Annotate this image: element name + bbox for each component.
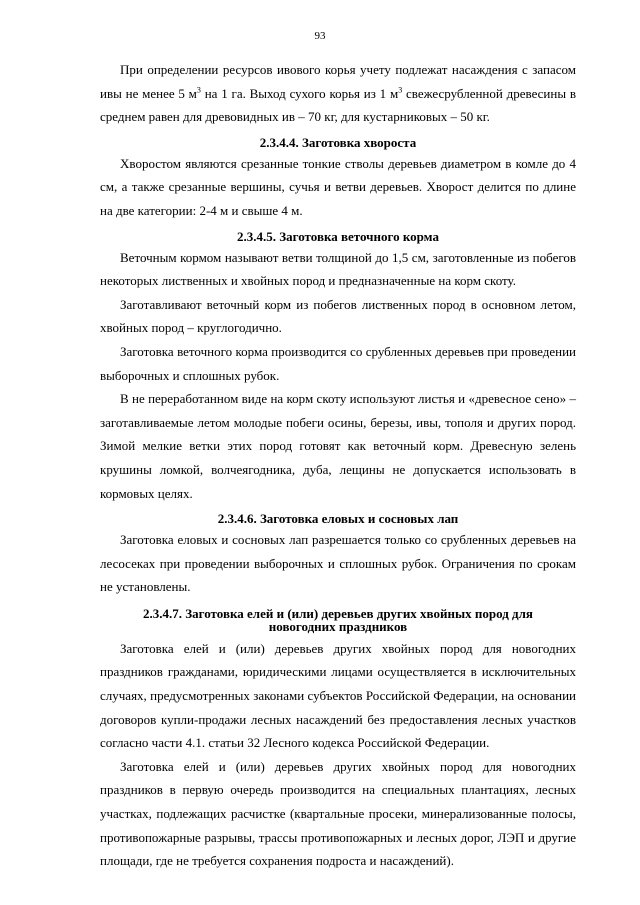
- text-span: При определении ресурсов ивового корья учету подлежат насаждения с запасом ивы не менее 5 м: [100, 62, 576, 101]
- section-heading-spruce-pine-branches: 2.3.4.6. Заготовка еловых и сосновых лап: [217, 511, 459, 527]
- section-heading-twig-fodder: 2.3.4.5. Заготовка веточного корма: [237, 228, 439, 244]
- paragraph-twig-fodder-source: Заготовка веточного корма производится со срубленных деревьев при проведении выборочных и сплошных рубок.: [100, 343, 576, 383]
- heading-line: новогодних праздников: [268, 618, 408, 634]
- superscript: 3: [398, 85, 403, 95]
- superscript: 3: [196, 85, 201, 95]
- paragraph-twig-fodder-season: Заготавливают веточный корм из побегов лиственных пород в основном летом, хвойных пород – круглогодично.: [100, 296, 576, 336]
- paragraph-willow-bark: [100, 58, 576, 129]
- text-span: свежесрубленной древесины в среднем равен для древовидных ив – 70 кг, для кустарниковых – 50 кг.: [100, 85, 577, 125]
- paragraph-twig-fodder-usage: В не переработанном виде на корм скоту используют листья и «древесное сено» – заготавливаемые летом молодые побеги осины, березы, ивы, тополя и других пород. Зимой мелкие ветки этих пород готовят как веточный корм. Древесную зелень крушины ломкой, волчеягодника, дуба, лещины не допускается использовать в кормовых целях.: [100, 391, 576, 501]
- paragraph-christmas-trees-sites: Заготовка елей и (или) деревьев других хвойных пород для новогодних праздников в первую очередь производится на специальных плантациях, лесных участках, подлежащих расчистке (квартальные просеки, минерализованные полосы, противопожарные разрывы, трассы противопожарных и лесных дорог, ЛЭП и другие площади, где не требуется сохранения подроста и насаждений).: [100, 758, 576, 869]
- page-number: 93: [314, 30, 326, 42]
- section-heading-brushwood: 2.3.4.4. Заготовка хвороста: [259, 134, 417, 150]
- heading-line: 2.3.4.7. Заготовка елей и (или) деревьев других хвойных пород для: [143, 605, 533, 621]
- paragraph-spruce-pine-branches: Заготовка еловых и сосновых лап разрешается только со срубленных деревьев на лесосеках при проведении выборочных и сплошных рубок. Ограничения по срокам не установлены.: [100, 532, 576, 595]
- paragraph-christmas-trees-legal: Заготовка елей и (или) деревьев других хвойных пород для новогодних праздников гражданами, юридическими лицами осуществляется в исключительных случаях, предусмотренных законами субъектов Российской Федерации, на основании договоров купли-продажи лесных насаждений без предоставления лесных участков согласно части 4.1. статьи 32 Лесного кодекса Российской Федерации.: [100, 640, 576, 751]
- paragraph-brushwood: Хворостом являются срезанные тонкие стволы деревьев диаметром в комле до 4 см, а также срезанные вершины, сучья и ветви деревьев. Хворост делится по длине на две категории: 2-4 м и свыше 4 м.: [100, 155, 576, 218]
- text-span: на 1 га. Выход сухого корья из 1 м: [200, 85, 399, 101]
- section-heading-christmas-trees: [100, 607, 576, 633]
- paragraph-twig-fodder-definition: Веточным кормом называют ветви толщиной до 1,5 см, заготовленные из побегов некоторых лиственных и хвойных пород и предназначенные на корм скоту.: [100, 249, 576, 289]
- page-content: [100, 58, 576, 873]
